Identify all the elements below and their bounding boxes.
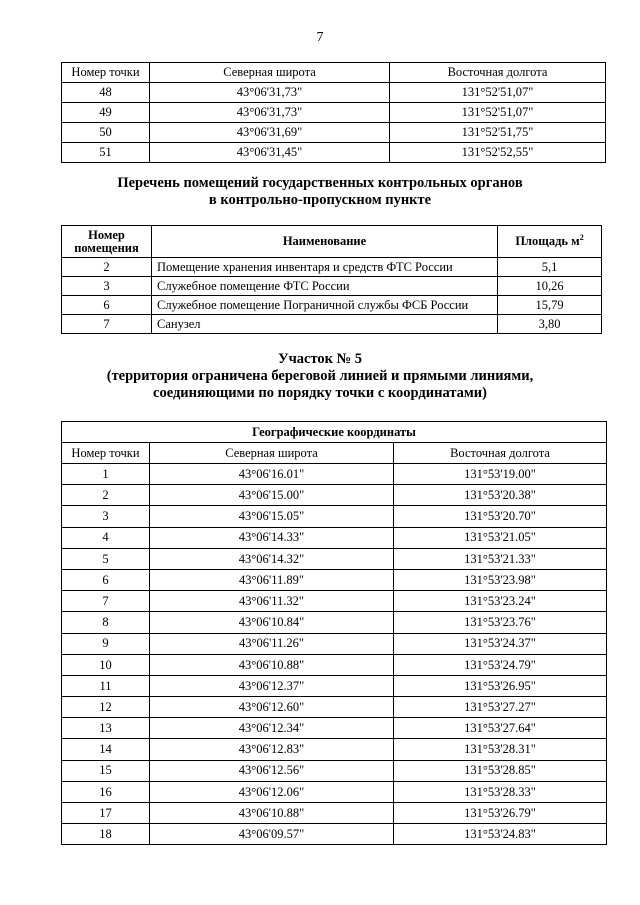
table-cell: 131°53'24.37"	[394, 633, 607, 654]
table-cell: 131°53'24.83"	[394, 824, 607, 845]
header-room-area-sup: 2	[579, 233, 584, 243]
header-room-name: Наименование	[152, 226, 498, 258]
coordinates-table-section5	[61, 421, 607, 845]
table-cell: 16	[62, 781, 150, 802]
table-row	[62, 143, 606, 163]
table-row	[62, 591, 607, 612]
table-cell: 43°06'10.84"	[150, 612, 394, 633]
table-cell: 131°53'28.33"	[394, 781, 607, 802]
table-row	[62, 296, 602, 315]
table-cell: 43°06'12.37"	[150, 675, 394, 696]
header-north-latitude: Северная широта	[150, 63, 390, 83]
table-cell: 131°53'23.24"	[394, 591, 607, 612]
premises-title-line1: Перечень помещений государственных контрольных органов	[117, 175, 523, 191]
table-cell: 8	[62, 612, 150, 633]
table-cell: 15,79	[498, 296, 602, 315]
table-cell: 11	[62, 675, 150, 696]
table-cell: 131°53'21.05"	[394, 527, 607, 548]
table-cell: Санузел	[152, 315, 498, 334]
table-cell: 43°06'14.32"	[150, 548, 394, 569]
section5-title-line2: (территория ограничена береговой линией и прямыми линиями,	[106, 368, 534, 384]
table-cell: 5	[62, 548, 150, 569]
table-cell: 131°53'23.76"	[394, 612, 607, 633]
table-cell: 48	[62, 83, 150, 103]
table-cell: 43°06'12.60"	[150, 697, 394, 718]
table-cell: 131°53'24.79"	[394, 654, 607, 675]
table-row	[62, 760, 607, 781]
table-cell: 7	[62, 591, 150, 612]
table-cell: 131°53'21.33"	[394, 548, 607, 569]
table-row	[62, 464, 607, 485]
table-cell: 3	[62, 277, 152, 296]
table-cell: 51	[62, 143, 150, 163]
table-cell: 43°06'11.32"	[150, 591, 394, 612]
table-row	[62, 315, 602, 334]
table-cell: 43°06'15.00"	[150, 485, 394, 506]
table-cell: 43°06'11.89"	[150, 569, 394, 590]
header-room-number	[62, 226, 152, 258]
table-cell: 131°52'51,07"	[390, 103, 606, 123]
header-room-number-line1: Номер	[88, 227, 125, 242]
table-row	[62, 675, 607, 696]
table-cell: 131°53'26.95"	[394, 675, 607, 696]
table-row	[62, 527, 607, 548]
table-cell: 9	[62, 633, 150, 654]
table-cell: 6	[62, 569, 150, 590]
page-number: 7	[316, 30, 324, 45]
table-cell: Помещение хранения инвентаря и средств ФТС России	[152, 258, 498, 277]
header-point-number: Номер точки	[62, 63, 150, 83]
table-cell: 131°53'23.98"	[394, 569, 607, 590]
table-row	[62, 485, 607, 506]
table-cell: 17	[62, 803, 150, 824]
table-cell: 18	[62, 824, 150, 845]
table-row	[62, 739, 607, 760]
table-cell: 43°06'10.88"	[150, 803, 394, 824]
table-cell: 131°53'20.70"	[394, 506, 607, 527]
table-cell: 43°06'12.56"	[150, 760, 394, 781]
table-cell: 43°06'31,69"	[150, 123, 390, 143]
header-east-longitude: Восточная долгота	[390, 63, 606, 83]
table-cell: 131°52'52,55"	[390, 143, 606, 163]
table-cell: 43°06'31,73"	[150, 103, 390, 123]
table-cell: 43°06'14.33"	[150, 527, 394, 548]
table-cell: 6	[62, 296, 152, 315]
table-cell: 131°53'27.64"	[394, 718, 607, 739]
table-cell: 15	[62, 760, 150, 781]
table-cell: 7	[62, 315, 152, 334]
table-cell: Служебное помещение ФТС России	[152, 277, 498, 296]
table-row	[62, 548, 607, 569]
table-cell: 5,1	[498, 258, 602, 277]
table-cell: 2	[62, 258, 152, 277]
coordinates-table-continued	[61, 62, 606, 163]
table-cell: 43°06'15.05"	[150, 506, 394, 527]
table-cell: 3	[62, 506, 150, 527]
table-cell: 131°53'26.79"	[394, 803, 607, 824]
table-row	[62, 569, 607, 590]
table-row	[62, 824, 607, 845]
table-row	[62, 123, 606, 143]
table-row	[62, 83, 606, 103]
table-cell: 131°53'28.85"	[394, 760, 607, 781]
table-cell: 13	[62, 718, 150, 739]
table-cell: 131°53'20.38"	[394, 485, 607, 506]
section5-title-line1: Участок № 5	[277, 351, 363, 367]
table-cell: 10	[62, 654, 150, 675]
table-cell: 4	[62, 527, 150, 548]
header-point-number: Номер точки	[62, 443, 150, 464]
table-cell: 43°06'31,73"	[150, 83, 390, 103]
table-cell: 43°06'10.88"	[150, 654, 394, 675]
table-cell: 43°06'12.06"	[150, 781, 394, 802]
section5-title-line3: соединяющими по порядку точки с координатами)	[153, 385, 487, 401]
table-cell: 1	[62, 464, 150, 485]
table-row	[62, 103, 606, 123]
premises-title-line2: в контрольно-пропускном пункте	[208, 192, 432, 208]
table-cell: 131°52'51,75"	[390, 123, 606, 143]
premises-table	[61, 225, 602, 334]
table-row	[62, 718, 607, 739]
table-cell: 43°06'16.01"	[150, 464, 394, 485]
table-row	[62, 258, 602, 277]
header-room-area	[498, 226, 602, 258]
table-row	[62, 803, 607, 824]
table-cell: 43°06'09.57"	[150, 824, 394, 845]
table-cell: 43°06'31,45"	[150, 143, 390, 163]
table-cell: 43°06'12.34"	[150, 718, 394, 739]
table-cell: 50	[62, 123, 150, 143]
table-row	[62, 277, 602, 296]
table-cell: 14	[62, 739, 150, 760]
header-room-area-label: Площадь м	[515, 234, 580, 249]
table-row	[62, 633, 607, 654]
table-cell: 131°52'51,07"	[390, 83, 606, 103]
table-cell: 3,80	[498, 315, 602, 334]
table-row	[62, 697, 607, 718]
header-geo-coordinates: Географические координаты	[62, 422, 607, 443]
table-row	[62, 654, 607, 675]
premises-title	[0, 175, 640, 209]
header-north-latitude: Северная широта	[150, 443, 394, 464]
table-cell: Служебное помещение Пограничной службы ФСБ России	[152, 296, 498, 315]
table-row	[62, 612, 607, 633]
table-cell: 10,26	[498, 277, 602, 296]
table-cell: 12	[62, 697, 150, 718]
section5-title	[0, 351, 640, 402]
table-row	[62, 781, 607, 802]
table-cell: 2	[62, 485, 150, 506]
header-east-longitude: Восточная долгота	[394, 443, 607, 464]
table-cell: 49	[62, 103, 150, 123]
table-cell: 43°06'12.83"	[150, 739, 394, 760]
header-room-number-line2: помещения	[74, 240, 139, 255]
table-row	[62, 506, 607, 527]
table-cell: 43°06'11.26"	[150, 633, 394, 654]
table-cell: 131°53'28.31"	[394, 739, 607, 760]
table-cell: 131°53'19.00"	[394, 464, 607, 485]
table-cell: 131°53'27.27"	[394, 697, 607, 718]
